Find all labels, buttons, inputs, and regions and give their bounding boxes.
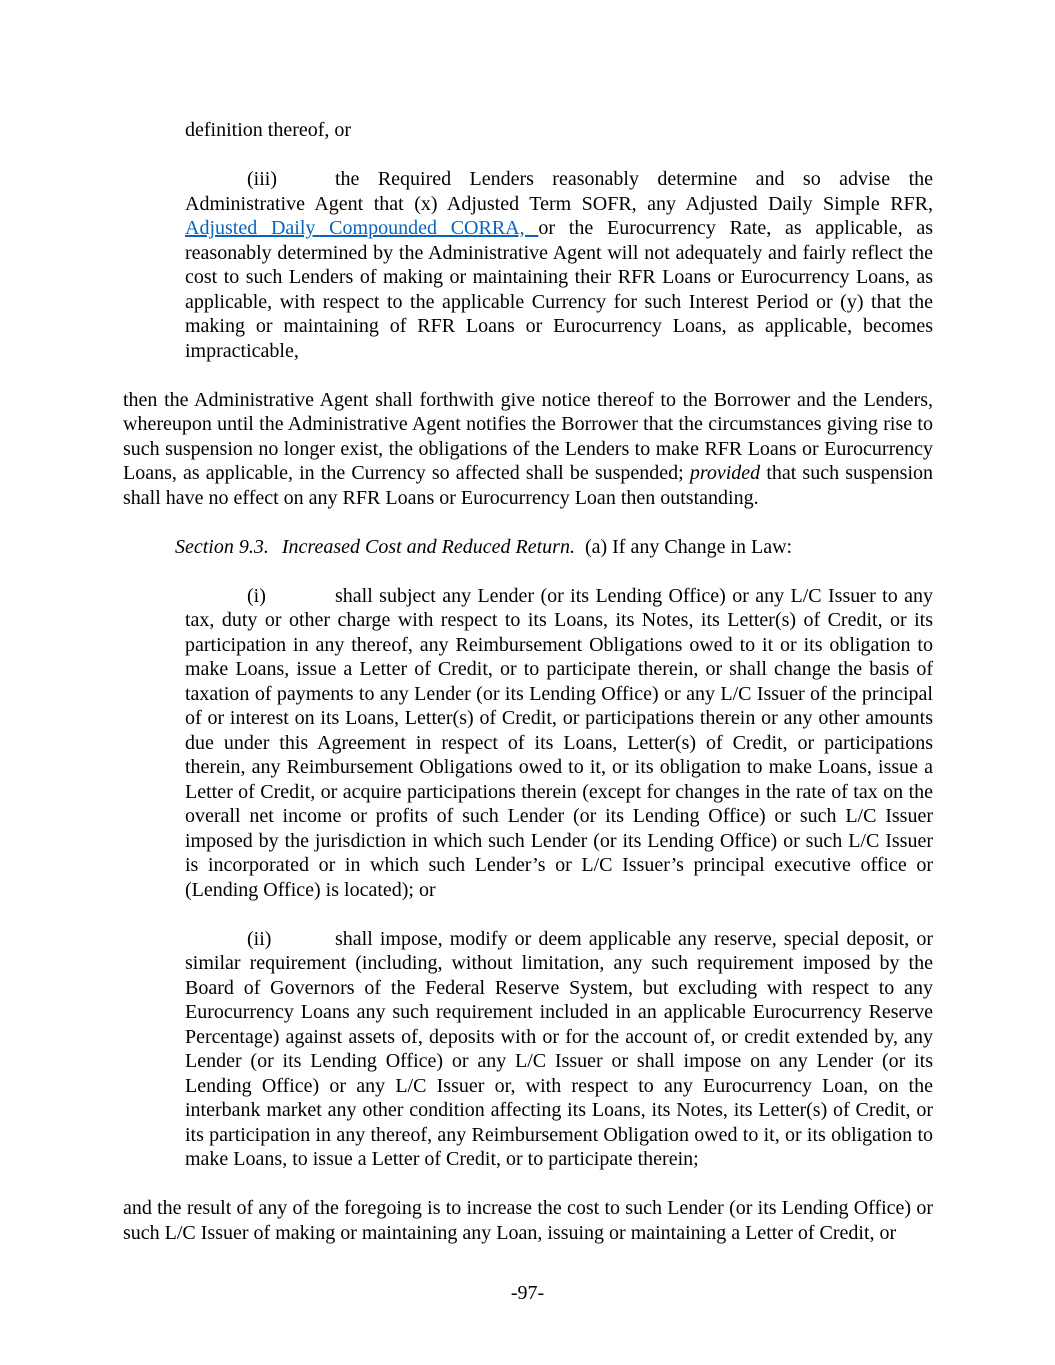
paragraph-then-clause — [123, 388, 933, 511]
paragraph-ii-text: shall impose, modify or deem applicable any reserve, special deposit, or similar requirement (including, without limitation, any such requirement imposed by the Board of Governors of the Federal Reserve System, but excluding with respect to any Eurocurrency Loans any such requirement included in an applicable Eurocurrency Reserve Percentage) against assets of, deposits with or for the account of, or credit extended by, any Lender (or its Lending Office) or any L/C Issuer or shall impose on any Lender (or its Lending Office) or any L/C Issuer or, with respect to any Eurocurrency Loan, on the interbank market any other condition affecting its Loans, its Notes, its Letter(s) of Credit, or its participation in any thereof, any Reimbursement Obligation owed to it, or its obligation to make Loans, to issue a Letter of Credit, or to participate therein; — [185, 927, 933, 1170]
list-marker-ii: (ii) — [247, 927, 272, 950]
page-content — [123, 118, 933, 1270]
paragraph-i-text: shall subject any Lender (or its Lending Office) or any L/C Issuer to any tax, duty or other charge with respect to its Loans, its Notes, its Letter(s) of Credit, or its participation in any thereof, any Reimbursement Obligations owed to it or its obligation to make Loans, issue a Letter of Credit, or to participate therein, or shall change the basis of taxation of payments to any Lender (or its Lending Office) or any L/C Issuer of the principal of or interest on its Loans, Letter(s) of Credit, or participations therein or any other amounts due under this Agreement in respect of its Loans, Letter(s) of Credit, or participations therein, any Reimbursement Obligations owed to it, or its obligation to make Loans, issue a Letter of Credit, or acquire participations therein (except for changes in the rate of tax on the overall net income or profits of such Lender (or its Lending Office) or such L/C Issuer imposed by the jurisdiction in which such Lender (or its Lending Office) or such L/C Issuer is incorporated or in which such Lender’s or L/C Issuer’s principal executive office or (Lending Office) is located); or — [185, 584, 933, 901]
paragraph-iii-text-after-link: or the Eurocurrency Rate, as applicable, as reasonably determined by the Administrative Agent will not adequately and fairly reflect the cost to such Lenders of making or maintaining their RFR Loans or Eurocurrency Loans, as applicable, with respect to the applicable Currency for such Interest Period or (y) that the making or maintaining of RFR Loans or Eurocurrency Loans, as applicable, becomes impracticable, — [185, 217, 933, 362]
page-number: -97- — [510, 1282, 545, 1304]
paragraph-continuation: definition thereof, or — [185, 119, 352, 141]
list-marker-i: (i) — [247, 584, 266, 607]
section-heading — [123, 535, 933, 560]
paragraph-ii — [185, 927, 933, 1172]
paragraph-result-clause: and the result of any of the foregoing is to increase the cost to such Lender (or its Lending Office) or such L/C Issuer of making or maintaining any Loan, issuing or maintaining a Letter of Credit, or — [123, 1197, 933, 1244]
then-clause-text-before: then the Administrative Agent shall forthwith give notice thereof to the Borrower and the Lenders, whereupon until the Administrative Agent notifies the Borrower that the circumstances giving rise to such suspension no longer exist, the obligations of the Lenders to make RFR Loans or Eurocurrency Loans, as applicable, in the Currency so affected shall be suspended; — [123, 388, 933, 484]
corra-link[interactable]: Adjusted Daily Compounded CORRA, — [185, 217, 539, 239]
section-number-label: Section 9.3. — [175, 535, 269, 558]
provided-italic: provided — [689, 462, 761, 484]
section-heading-trailing: (a) If any Change in Law: — [574, 535, 793, 558]
section-title: Increased Cost and Reduced Return. — [281, 535, 575, 558]
list-marker-iii: (iii) — [247, 168, 277, 190]
paragraph-i — [185, 584, 933, 903]
paragraph-iii-text-before-link: the Required Lenders reasonably determine and so advise the Administrative Agent that (x) Adjusted Term SOFR, any Adjusted Daily Simple RFR, — [185, 168, 933, 215]
paragraph-iii — [185, 167, 933, 363]
then-clause-text-after: that such suspension shall have no effect on any RFR Loans or Eurocurrency Loan then outstanding. — [123, 462, 933, 509]
